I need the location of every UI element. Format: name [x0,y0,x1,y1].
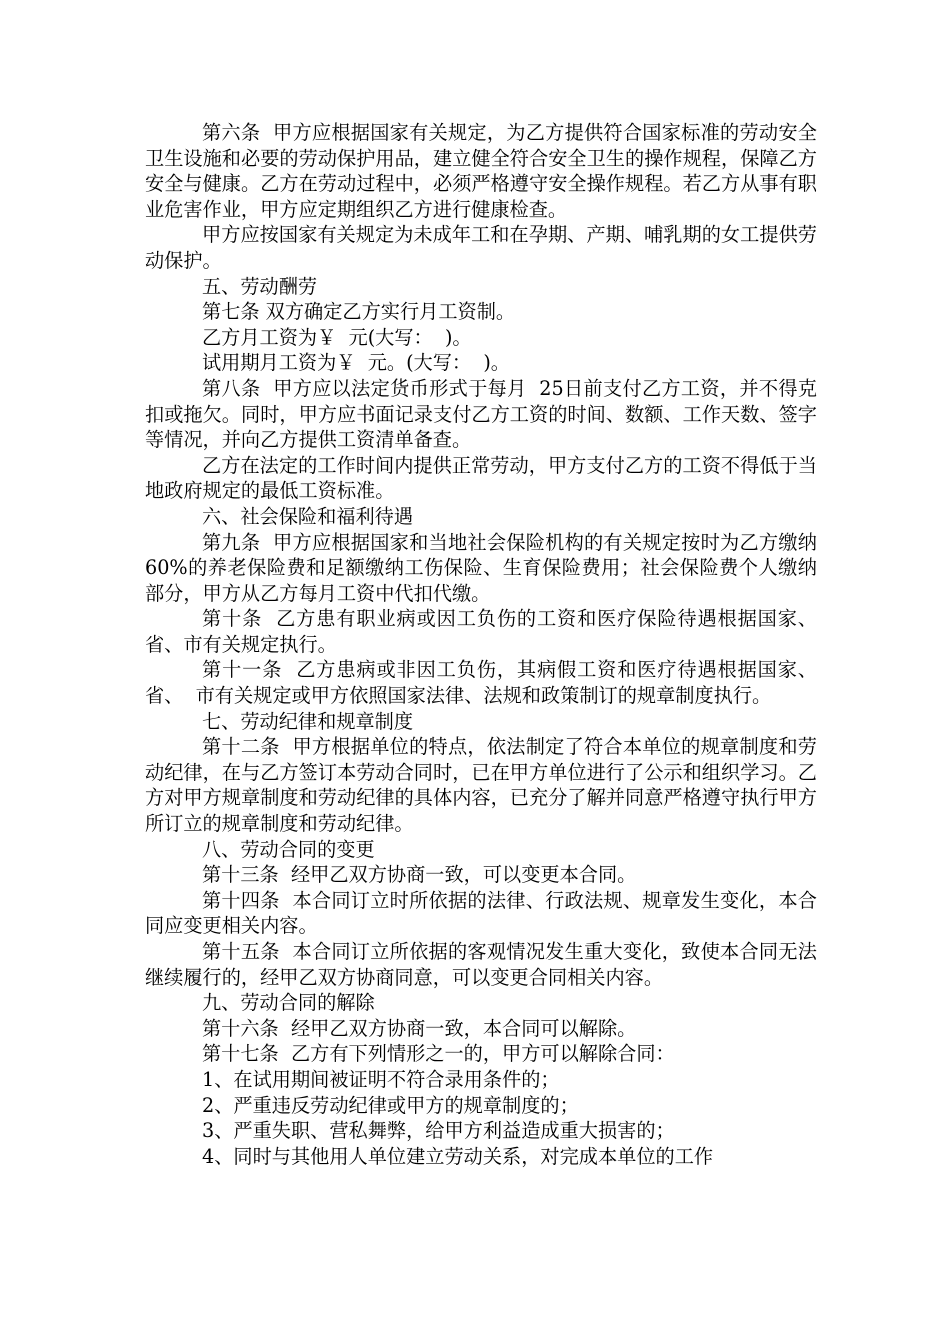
clause-17-item-1: 1、在试用期间被证明不符合录用条件的； [202,1067,560,1091]
clause-12: 第十二条 甲方根据单位的特点，依法制定了符合本单位的规章制度和劳动纪律，在与乙方签订本劳动合同时，已在甲方单位进行了公示和组织学习。乙方对甲方规章制度和劳动纪律的具体内容，已充分了解并同意严格遵守执行甲方所订立的规章制度和劳动纪律。 [145,735,817,836]
clause-17: 第十七条 乙方有下列情形之一的，甲方可以解除合同： [202,1042,675,1066]
clause-8-minimum-wage: 乙方在法定的工作时间内提供正常劳动，甲方支付乙方的工资不得低于当地政府规定的最低工资标准。 [145,453,817,503]
clause-17-item-2: 2、严重违反劳动纪律或甲方的规章制度的； [202,1093,579,1117]
section-heading-9: 九、劳动合同的解除 [202,991,375,1015]
section-heading-7: 七、劳动纪律和规章制度 [202,709,414,733]
clause-7: 第七条 双方确定乙方实行月工资制。 [202,300,516,324]
clause-8: 第八条 甲方应以法定货币形式于每月 25日前支付乙方工资，并不得克扣或拖欠。同时，甲方应书面记录支付乙方工资的时间、数额、工作天数、签字等情况，并向乙方提供工资清单备查。 [145,376,817,452]
section-heading-8: 八、劳动合同的变更 [202,837,375,861]
clause-16: 第十六条 经甲乙双方协商一致，本合同可以解除。 [202,1016,637,1040]
clause-6: 第六条 甲方应根据国家有关规定，为乙方提供符合国家标准的劳动安全 卫生设施和必要的劳动保护用品，建立健全符合安全卫生的操作规程，保障乙方安全与健康。乙方在劳动过程中，必须严格遵守安全操作规程。若乙方从事有职业危害作业，甲方应定期组织乙方进行健康检查。 [145,121,824,221]
clause-17-item-4: 4、同时与其他用人单位建立劳动关系，对完成本单位的工作 [202,1144,714,1168]
clause-11: 第十一条 乙方患病或非因工负伤，其病假工资和医疗待遇根据国家、省、 市有关规定或甲方依照国家法律、法规和政策制订的规章制度执行。 [145,658,817,708]
clause-14: 第十四条 本合同订立时所依据的法律、行政法规、规章发生变化，本合同应变更相关内容。 [145,888,817,938]
probation-wage-line: 试用期月工资为￥ 元。(大写： )。 [202,351,510,375]
clause-17-item-3: 3、严重失职、营私舞弊，给甲方利益造成重大损害的； [202,1119,675,1143]
clause-10: 第十条 乙方患有职业病或因工负伤的工资和医疗保险待遇根据国家、省、市有关规定执行。 [145,607,817,656]
clause-6-minors: 甲方应按国家有关规定为未成年工和在孕期、产期、哺乳期的女工提供劳动保护。 [145,223,817,272]
clause-15: 第十五条 本合同订立所依据的客观情况发生重大变化，致使本合同无法继续履行的，经甲乙双方协商同意，可以变更合同相关内容。 [145,940,817,989]
section-heading-6: 六、社会保险和福利待遇 [202,504,414,528]
clause-13: 第十三条 经甲乙双方协商一致，可以变更本合同。 [202,863,637,887]
section-heading-5: 五、劳动酬劳 [202,274,318,298]
document-page [145,120,824,1169]
monthly-wage-line: 乙方月工资为￥ 元(大写： )。 [202,325,472,349]
clause-9: 第九条 甲方应根据国家和当地社会保险机构的有关规定按时为乙方缴纳60%的养老保险费和足额缴纳工伤保险、生育保险费用；社会保险费个人缴纳部分，甲方从乙方每月工资中代扣代缴。 [145,530,817,605]
